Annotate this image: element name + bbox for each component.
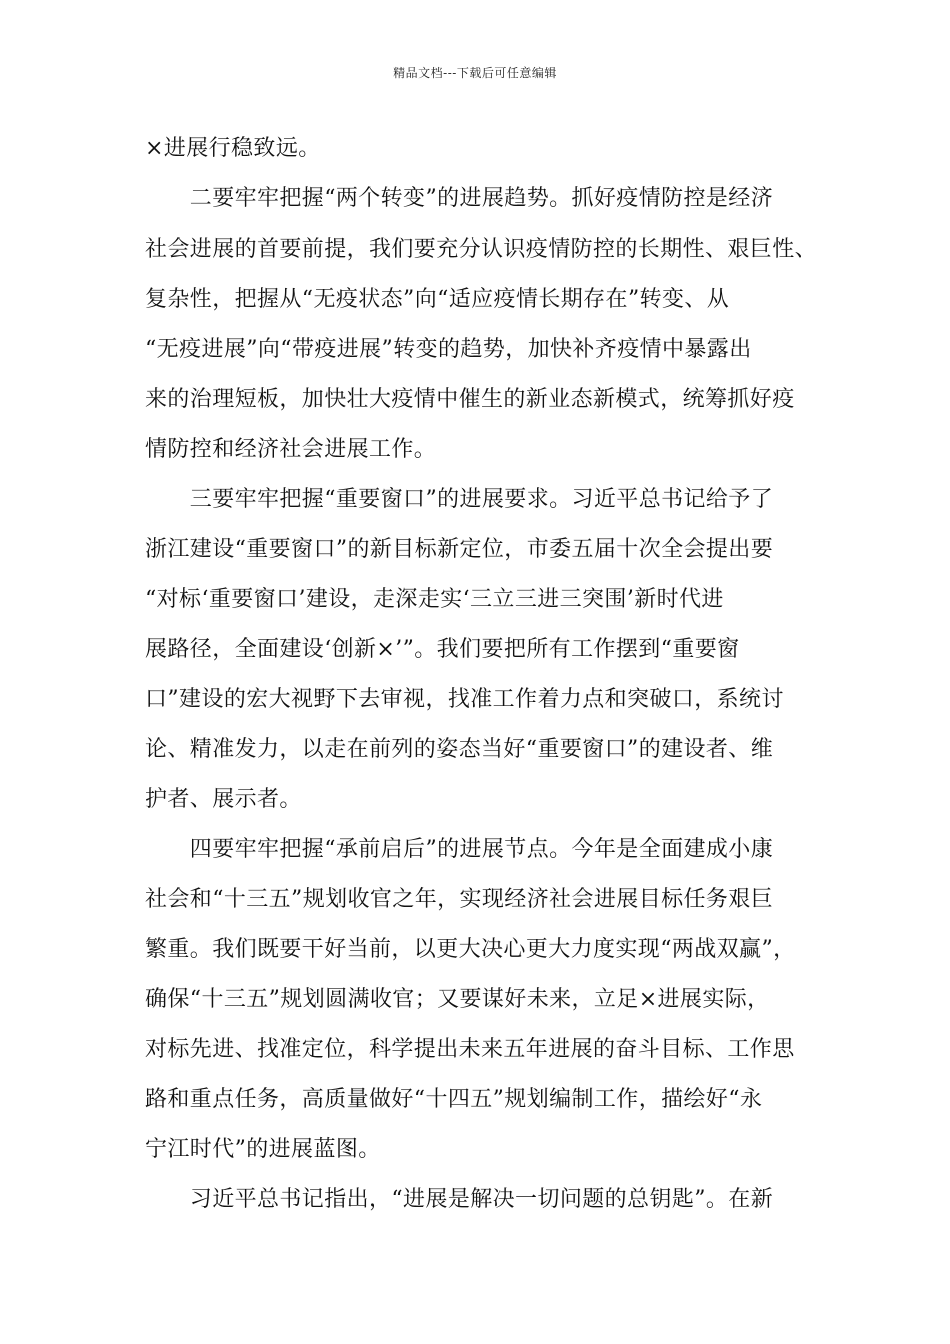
body-line: 社会进展的首要前提，我们要充分认识疫情防控的长期性、艰巨性、 (145, 237, 818, 262)
body-line: 论、精准发力，以走在前列的姿态当好“重要窗口”的建设者、维 (145, 737, 774, 762)
body-line: 确保“十三五”规划圆满收官；又要谋好未来，立足×进展实际， (145, 987, 770, 1012)
body-line: 情防控和经济社会进展工作。 (145, 437, 437, 462)
page-header: 精品文档---下载后可任意编辑 (393, 66, 557, 80)
body-line: 来的治理短板，加快壮大疫情中催生的新业态新模式，统筹抓好疫 (145, 387, 795, 412)
body-line: 繁重。我们既要干好当前，以更大决心更大力度实现“两战双赢”， (145, 937, 796, 962)
body-line: 三要牢牢把握“重要窗口”的进展要求。习近平总书记给予了 (145, 487, 774, 512)
body-line: 宁江时代”的进展蓝图。 (145, 1137, 381, 1162)
body-line: ×进展行稳致远。 (145, 136, 321, 161)
body-line: 展路径，全面建设‘创新×’”。我们要把所有工作摆到“重要窗 (145, 637, 740, 662)
body-line: 复杂性，把握从“无疫状态”向“适应疫情长期存在”转变、从 (145, 287, 730, 312)
body-line: 习近平总书记指出，“进展是解决一切问题的总钥匙”。在新 (145, 1187, 774, 1212)
body-line: “对标‘重要窗口’建设，走深走实‘三立三进三突围’新时代进 (145, 587, 724, 612)
body-line: 护者、展示者。 (145, 787, 302, 812)
body-line: 二要牢牢把握“两个转变”的进展趋势。抓好疫情防控是经济 (145, 186, 774, 211)
body-line: 对标先进、找准定位，科学提出未来五年进展的奋斗目标、工作思 (145, 1037, 795, 1062)
body-line: “无疫进展”向“带疫进展”转变的趋势，加快补齐疫情中暴露出 (145, 337, 752, 362)
body-line: 路和重点任务，高质量做好“十四五”规划编制工作，描绘好“永 (145, 1087, 763, 1112)
body-line: 口”建设的宏大视野下去审视，找准工作着力点和突破口，系统讨 (145, 687, 784, 712)
body-line: 四要牢牢把握“承前启后”的进展节点。今年是全面建成小康 (145, 837, 774, 862)
body-line: 浙江建设“重要窗口”的新目标新定位，市委五届十次全会提出要 (145, 537, 774, 562)
body-line: 社会和“十三五”规划收官之年，实现经济社会进展目标任务艰巨 (145, 887, 774, 912)
